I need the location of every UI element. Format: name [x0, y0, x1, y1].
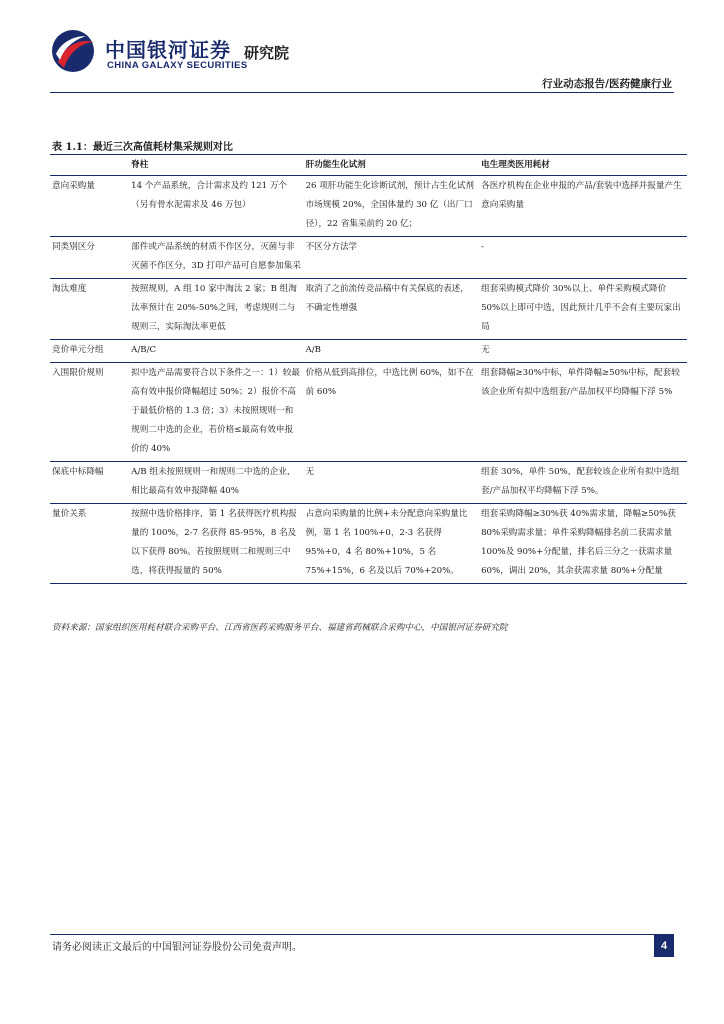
table-header-row	[50, 155, 687, 176]
source-note: 资料来源：国家组织医用耗材联合采购平台、江西省医药采购服务平台、福建省药械联合采购中心，中国银河证券研究院	[52, 623, 508, 633]
table-row	[50, 504, 687, 584]
column-header: 电生理类医用耗材	[479, 155, 687, 176]
brand-name-cn: 中国银河证券	[105, 38, 231, 62]
table-row	[50, 237, 687, 279]
table-row	[50, 340, 687, 363]
table-cell: 按照中选价格排序，第 1 名获得医疗机构报量的 100%，2-7 名获得 85-95%，8 名及以下获得 80%。若按照规则二和规则三中选，将获得报量的 50%	[129, 504, 303, 584]
header-divider	[50, 92, 674, 93]
row-label: 意向采购量	[50, 176, 129, 237]
table-cell: 部件或产品系统的材质不作区分，灭菌与非灭菌不作区分，3D 打印产品可自愿参加集采	[129, 237, 303, 279]
table-row	[50, 176, 687, 237]
table-title: 表 1.1：最近三次高值耗材集采规则对比	[52, 142, 233, 153]
report-type: 行业动态报告/医药健康行业	[542, 78, 672, 90]
comparison-table	[50, 154, 687, 584]
table-cell: 26 项肝功能生化诊断试剂，预计占生化试剂市场规模 20%，全国体量约 30 亿（出厂口径），22 省集采前约 20 亿；	[304, 176, 480, 237]
table-cell: 组套采购降幅≥30%获 40%需求量，降幅≥50%获 80%采购需求量；单件采购降幅排名前二获需求量 100%及 90%+分配量，排名后三分之一获需求量 60%，调出 20%，其余获需求量 80%+分配量	[479, 504, 687, 584]
table-cell: 14 个产品系统，合计需求及约 121 万个（另有骨水泥需求及 46 万包）	[129, 176, 303, 237]
table-cell: 各医疗机构在企业申报的产品/套装中选择并报量产生意向采购量	[479, 176, 687, 237]
table-cell: 取消了之前流传竞品稿中有关保底的表述，不确定性增强	[304, 279, 480, 340]
table-cell: 拟中选产品需要符合以下条件之一：1）较最高有效申报价降幅超过 50%；2）报价不高于最低价格的 1.3 倍；3）未按照规则一和规则二中选的企业，若价格≤最高有效申报价的 40%	[129, 363, 303, 462]
column-header	[50, 155, 129, 176]
table-cell: A/B/C	[129, 340, 303, 363]
row-label: 淘汰难度	[50, 279, 129, 340]
table-cell: 占意向采购量的比例+未分配意向采购量比例，第 1 名 100%+0，2-3 名获得 95%+0，4 名 80%+10%，5 名 75%+15%，6 名及以后 70%+20%。	[304, 504, 480, 584]
table-cell: A/B 组未按照规则一和规则二中选的企业，相比最高有效申报降幅 40%	[129, 462, 303, 504]
table-cell: 无	[304, 462, 480, 504]
footer-disclaimer: 请务必阅读正文最后的中国银河证券股份公司免责声明。	[52, 942, 302, 953]
brand-institute: 研究院	[244, 44, 290, 62]
table-cell: 组套降幅≥30%中标，单件降幅≥50%中标，配套较该企业所有拟中选组套/产品加权平均降幅下浮 5%	[479, 363, 687, 462]
table-cell: 价格从低到高排位，中选比例 60%，如不在前 60%	[304, 363, 480, 462]
page-number: 4	[654, 935, 674, 957]
table-cell: 组套采购模式降价 30%以上、单件采购模式降价 50%以上即可中选，因此预计几乎不会有主要玩家出局	[479, 279, 687, 340]
table-cell: 无	[479, 340, 687, 363]
column-header: 肝功能生化试剂	[304, 155, 480, 176]
table-row	[50, 363, 687, 462]
table-cell: A/B	[304, 340, 480, 363]
row-label: 保底中标降幅	[50, 462, 129, 504]
row-label: 竞价单元分组	[50, 340, 129, 363]
brand-name-en: CHINA GALAXY SECURITIES	[107, 60, 248, 71]
galaxy-swoosh-logo-icon	[50, 28, 96, 74]
column-header: 脊柱	[129, 155, 303, 176]
table-row	[50, 279, 687, 340]
footer-divider	[50, 934, 674, 935]
row-label: 量价关系	[50, 504, 129, 584]
row-label: 同类别区分	[50, 237, 129, 279]
table-cell: 组套 30%，单件 50%，配套较该企业所有拟中选组套/产品加权平均降幅下浮 5%。	[479, 462, 687, 504]
table-cell: 不区分方法学	[304, 237, 480, 279]
table-row	[50, 462, 687, 504]
row-label: 入围限价规则	[50, 363, 129, 462]
table-cell: 按照规则，A 组 10 家中淘汰 2 家；B 组淘汰率预计在 20%-50%之间，考虑规则二与规则三，实际淘汰率更低	[129, 279, 303, 340]
table-cell: -	[479, 237, 687, 279]
